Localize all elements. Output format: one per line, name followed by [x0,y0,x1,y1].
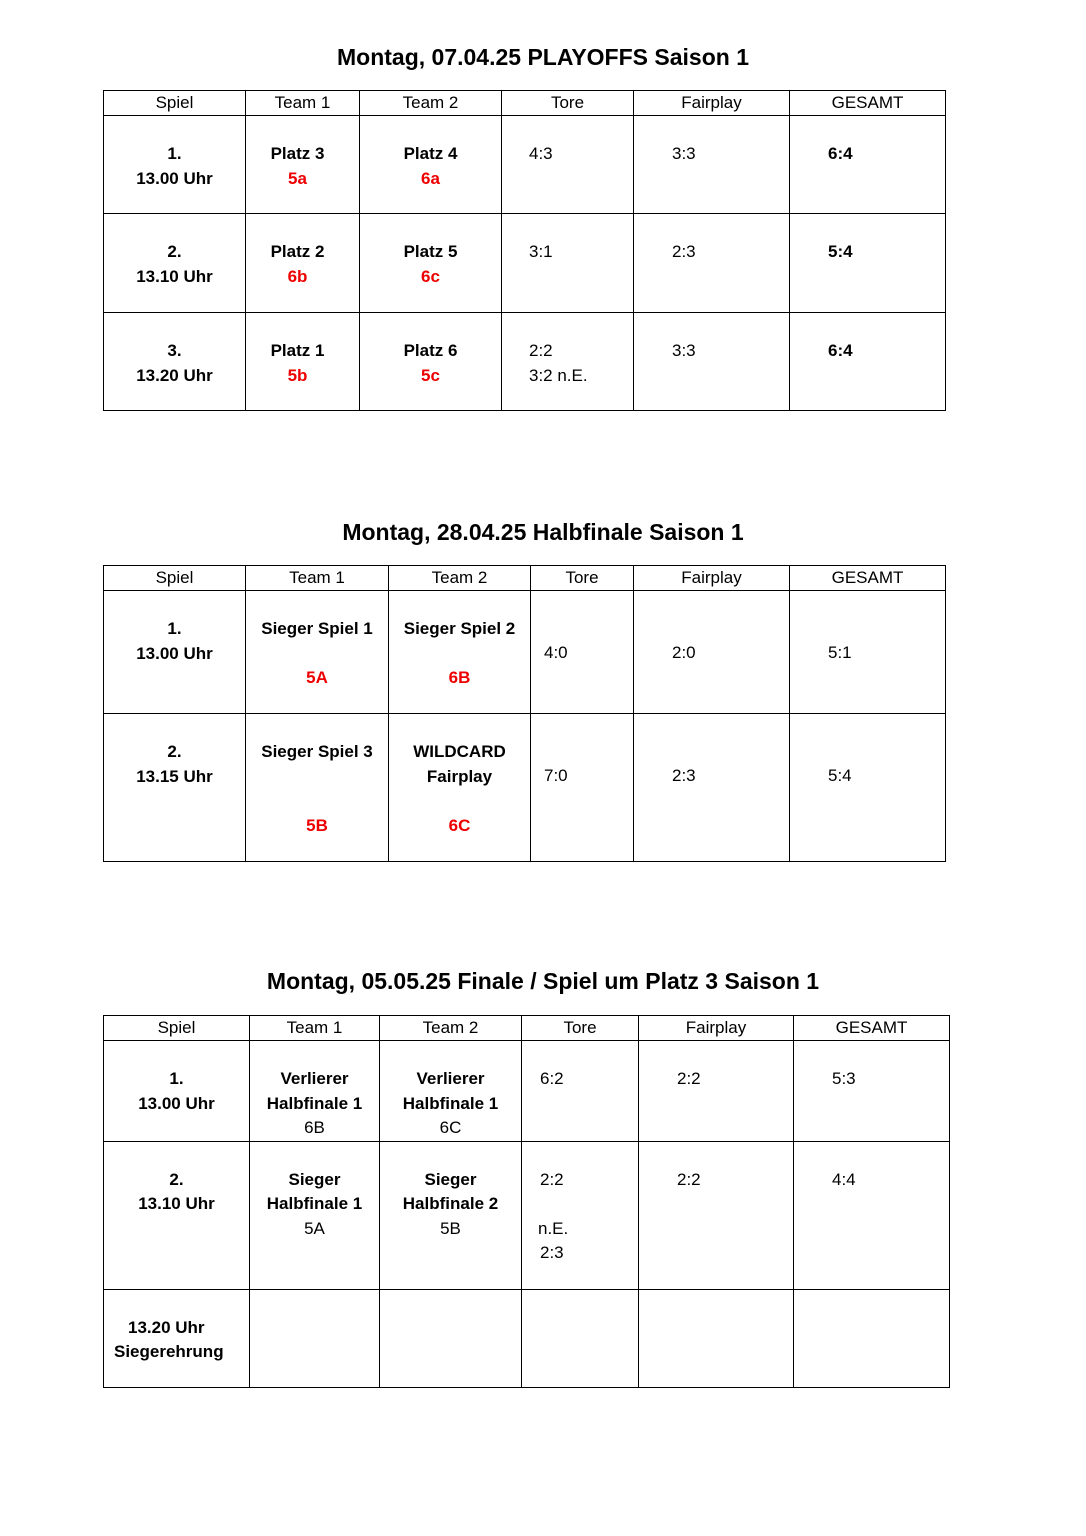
team2-cell [389,591,531,714]
team2-name: Sieger Spiel 2 [403,619,516,638]
gesamt-cell [790,714,946,862]
header-team2: Team 2 [380,1016,522,1041]
tore-value: 2:2 [540,1169,564,1189]
tore-value: 3:1 [529,242,553,261]
team2-name: Platz 6 [403,341,458,360]
header-team1: Team 1 [246,566,389,591]
gesamt-cell [790,591,946,714]
gesamt-cell [790,116,946,214]
team2-class: 6c [421,266,440,286]
fairplay-cell [634,313,790,411]
tore-value: 7:0 [544,766,568,785]
spiel-time: 13.00 Uhr [136,643,213,663]
tore-value: 4:0 [544,643,568,662]
team1-class: 5A [306,668,328,687]
team1-cell [246,591,389,714]
spiel-time: 13.20 Uhr [136,365,213,385]
fairplay-value: 2:3 [672,242,696,261]
table-row [104,591,946,714]
spiel-time: 13.00 Uhr [138,1093,215,1113]
playoffs-title: Montag, 07.04.25 PLAYOFFS Saison 1 [336,44,749,70]
team1-class: 5A [304,1218,325,1238]
team2-name-line1: WILDCARD [413,742,506,761]
team2-cell [380,1289,522,1387]
team2-class: 5B [440,1218,461,1238]
header-spiel: Spiel [104,566,246,591]
header-tore: Tore [531,566,634,591]
ceremony-time: 13.20 Uhr [128,1317,205,1337]
table-row [104,116,946,214]
tore-cell [522,1289,639,1387]
spiel-time: 13.15 Uhr [136,766,213,786]
table-header-row [104,1016,950,1041]
spiel-number: 2. [167,742,182,761]
header-spiel: Spiel [104,1016,250,1041]
header-tore: Tore [522,1016,639,1041]
header-fairplay: Fairplay [634,566,790,591]
table-row [104,1141,950,1289]
spiel-time: 13.00 Uhr [136,168,213,188]
team1-class: 6B [304,1118,325,1137]
fairplay-cell [634,591,790,714]
header-tore: Tore [502,91,634,116]
fairplay-value: 2:2 [677,1069,701,1088]
team1-cell [250,1289,380,1387]
gesamt-cell [790,214,946,313]
team2-name: Platz 4 [403,144,458,163]
header-gesamt: GESAMT [790,566,946,591]
gesamt-cell [790,313,946,411]
table-row [104,313,946,411]
team1-name-line2: Halbfinale 1 [266,1194,363,1213]
tore-cell [502,116,634,214]
fairplay-cell [639,1141,794,1289]
spiel-number: 2. [169,1169,184,1189]
ceremony-label: Siegerehrung [114,1342,224,1361]
tore-extra: 3:2 n.E. [529,365,588,385]
header-team2: Team 2 [360,91,502,116]
fairplay-value: 3:3 [672,341,696,360]
team2-name-line2: Halbfinale 1 [402,1093,499,1113]
fairplay-value: 2:3 [672,766,696,785]
team1-name-line1: Sieger [288,1169,341,1189]
team1-class: 5B [306,815,328,835]
header-spiel: Spiel [104,91,246,116]
team2-name-line2: Halbfinale 2 [402,1194,499,1213]
gesamt-value: 5:3 [832,1069,856,1088]
spiel-number: 1. [167,619,182,638]
gesamt-cell [794,1289,950,1387]
header-gesamt: GESAMT [794,1016,950,1041]
tore-cell [522,1141,639,1289]
fairplay-cell [634,116,790,214]
team2-class: 5c [421,365,440,385]
team1-class: 6b [287,266,308,286]
team2-class: 6C [448,815,471,835]
spiel-cell [104,591,246,714]
table-row [104,214,946,313]
team2-class: 6B [448,668,471,687]
tore-ne: n.E. [538,1218,569,1238]
spiel-time: 13.10 Uhr [138,1194,215,1213]
gesamt-cell [794,1141,950,1289]
spiel-number: 2. [167,242,182,261]
gesamt-cell [794,1041,950,1142]
team1-name: Platz 1 [270,341,325,360]
team2-cell [389,714,531,862]
gesamt-value: 5:4 [828,766,852,785]
team1-name: Sieger Spiel 3 [261,742,373,761]
table-row [104,1041,950,1142]
spiel-cell [104,1141,250,1289]
tore-value: 2:2 [529,341,553,360]
header-fairplay: Fairplay [639,1016,794,1041]
tore-cell [502,214,634,313]
fairplay-value: 2:2 [677,1169,701,1189]
header-team1: Team 1 [246,91,360,116]
table-row [104,714,946,862]
header-fairplay: Fairplay [634,91,790,116]
table-header-row [104,91,946,116]
team2-cell [380,1141,522,1289]
table-header-row [104,566,946,591]
fairplay-value: 2:0 [672,643,696,662]
spiel-number: 1. [167,144,182,163]
tore-cell [522,1041,639,1142]
team1-name: Platz 2 [270,242,325,261]
finale-table [103,1015,950,1388]
finale-title: Montag, 05.05.25 Finale / Spiel um Platz 3 Saison 1 [266,968,820,994]
spiel-cell [104,313,246,411]
spiel-number: 3. [167,341,182,360]
spiel-cell [104,1289,250,1387]
team2-cell [360,116,502,214]
team1-name: Platz 3 [270,144,325,163]
gesamt-value: 4:4 [832,1169,856,1189]
spiel-cell [104,214,246,313]
fairplay-cell [639,1041,794,1142]
team2-name-line1: Sieger [424,1169,477,1189]
tore-extra: 2:3 [540,1243,564,1262]
halbfinale-table [103,565,946,862]
gesamt-value: 5:4 [828,242,853,261]
team2-name-line1: Verlierer [416,1069,485,1088]
team1-cell [246,313,360,411]
spiel-time: 13.10 Uhr [136,266,213,286]
gesamt-value: 6:4 [828,144,853,163]
team1-name-line1: Verlierer [280,1069,349,1088]
gesamt-value: 5:1 [828,643,852,662]
tore-value: 4:3 [529,144,553,163]
fairplay-cell [634,714,790,862]
team1-cell [250,1141,380,1289]
team1-cell [246,214,360,313]
team1-class: 5a [288,168,307,188]
table-row [104,1289,950,1387]
team2-cell [380,1041,522,1142]
spiel-cell [104,116,246,214]
team2-name: Platz 5 [403,242,458,261]
fairplay-cell [634,214,790,313]
spiel-number: 1. [169,1069,184,1088]
tore-cell [531,714,634,862]
header-team1: Team 1 [250,1016,380,1041]
team1-name-line2: Halbfinale 1 [266,1093,363,1113]
tore-cell [502,313,634,411]
team2-cell [360,313,502,411]
team1-class: 5b [287,365,308,385]
team1-cell [250,1041,380,1142]
spiel-cell [104,714,246,862]
team2-class: 6a [421,168,440,188]
team2-cell [360,214,502,313]
gesamt-value: 6:4 [828,341,853,360]
team1-cell [246,714,389,862]
header-team2: Team 2 [389,566,531,591]
spiel-cell [104,1041,250,1142]
fairplay-value: 3:3 [672,144,696,163]
tore-cell [531,591,634,714]
team1-cell [246,116,360,214]
team2-name-line2: Fairplay [426,766,493,786]
playoffs-table [103,90,946,411]
team1-name: Sieger Spiel 1 [261,619,373,638]
team2-class: 6C [439,1118,462,1137]
header-gesamt: GESAMT [790,91,946,116]
tore-value: 6:2 [540,1069,564,1088]
fairplay-cell [639,1289,794,1387]
halbfinale-title: Montag, 28.04.25 Halbfinale Saison 1 [342,519,744,545]
